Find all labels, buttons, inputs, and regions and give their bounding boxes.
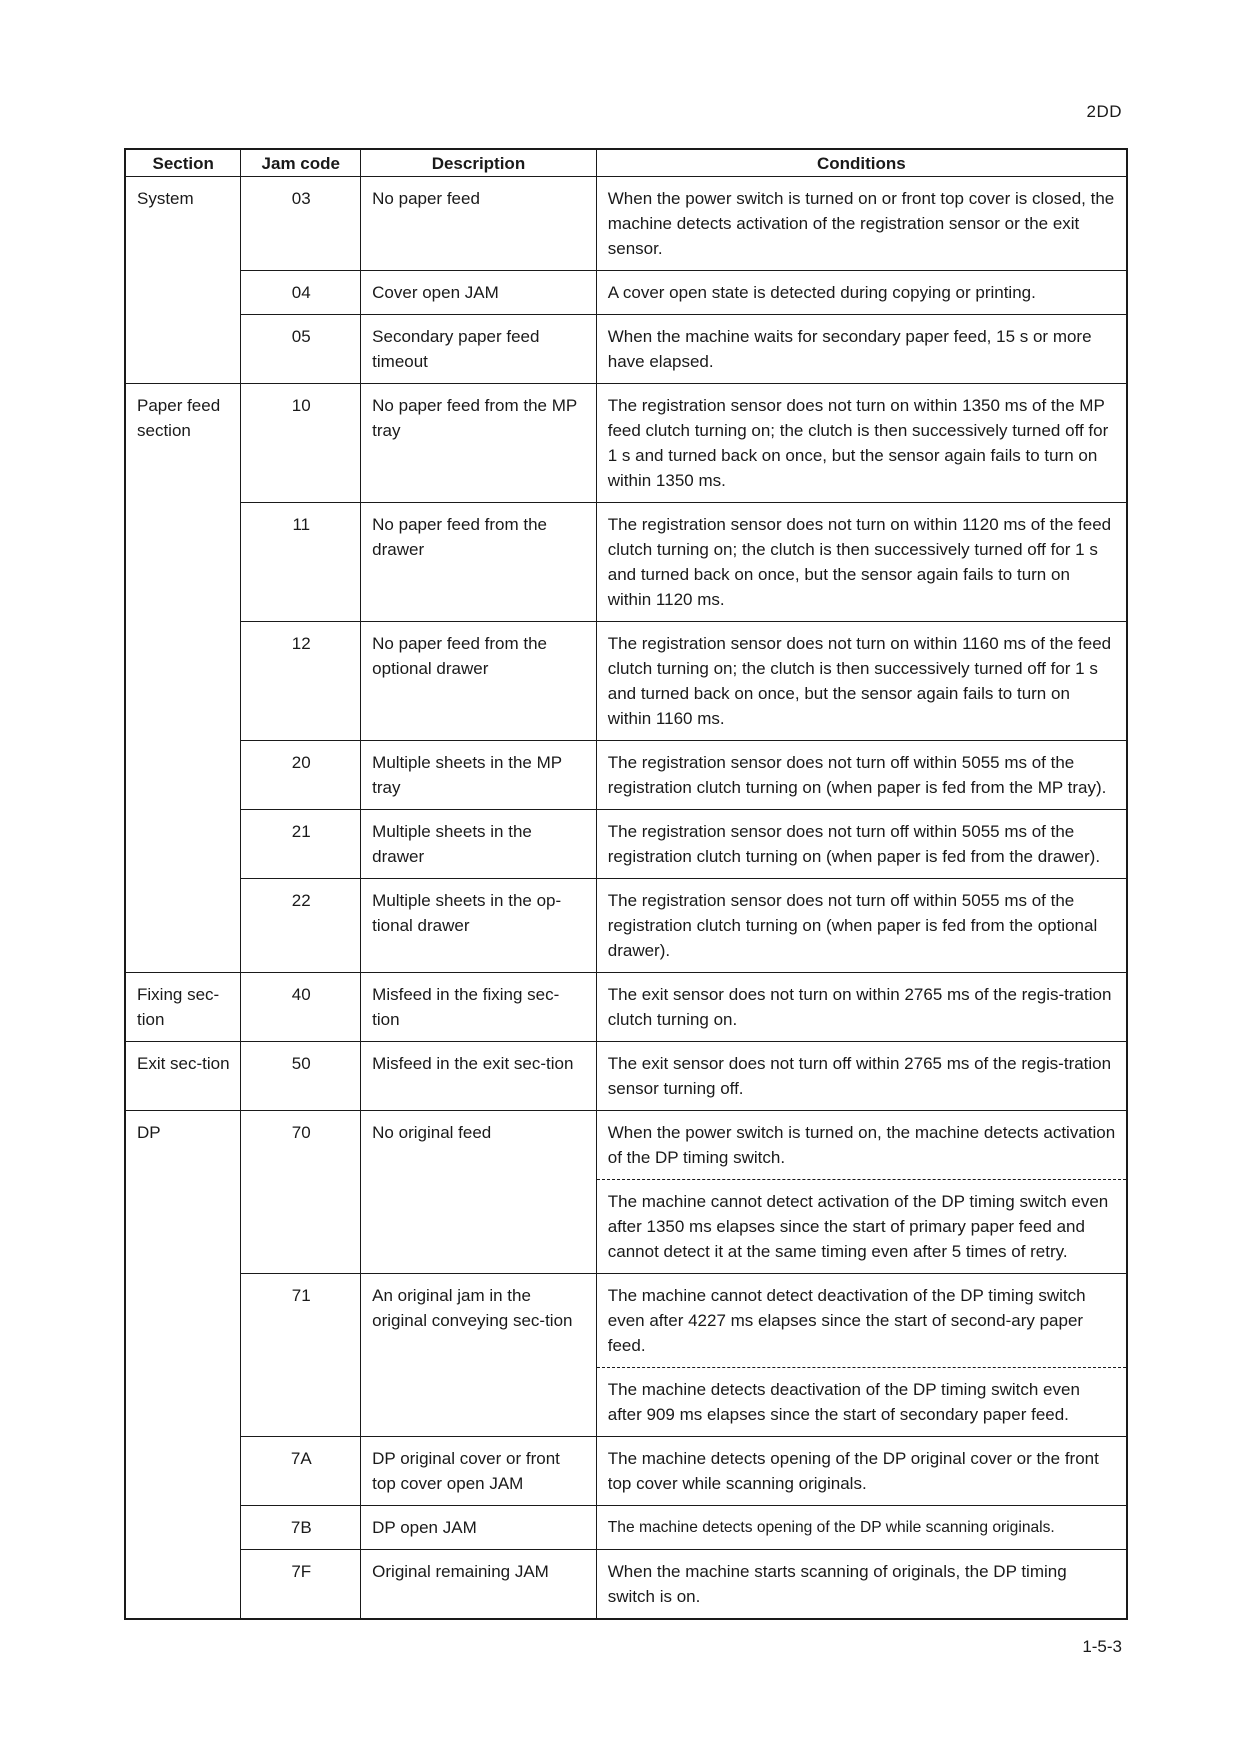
jam-code-cell: 10 — [241, 384, 361, 503]
jam-code-cell: 11 — [241, 503, 361, 622]
description-cell: An original jam in the original conveying sec-tion — [361, 1274, 597, 1437]
column-header-description: Description — [361, 149, 597, 177]
description-cell: Misfeed in the exit sec-tion — [361, 1042, 597, 1111]
table-row — [125, 879, 1127, 973]
description-cell: No paper feed from the optional drawer — [361, 622, 597, 741]
section-cell: DP — [125, 1111, 241, 1620]
table-row — [125, 1111, 1127, 1274]
jam-code-cell: 7F — [241, 1550, 361, 1620]
description-cell: No paper feed from the MP tray — [361, 384, 597, 503]
jam-code-cell: 21 — [241, 810, 361, 879]
description-cell: No original feed — [361, 1111, 597, 1274]
description-cell: DP original cover or front top cover open JAM — [361, 1437, 597, 1506]
jam-code-table — [124, 148, 1128, 1620]
conditions-cell: The exit sensor does not turn off within 2765 ms of the regis-tration sensor turning off. — [596, 1042, 1127, 1111]
column-header-section: Section — [125, 149, 241, 177]
jam-code-cell: 40 — [241, 973, 361, 1042]
table-row — [125, 1550, 1127, 1620]
conditions-cell: When the power switch is turned on or front top cover is closed, the machine detects activation of the registration sensor or the exit sensor. — [596, 177, 1127, 271]
jam-code-cell: 7B — [241, 1506, 361, 1550]
model-code: 2DD — [1086, 102, 1122, 121]
table-row — [125, 271, 1127, 315]
description-cell: Cover open JAM — [361, 271, 597, 315]
jam-code-cell: 70 — [241, 1111, 361, 1274]
conditions-cell: The registration sensor does not turn off within 5055 ms of the registration clutch turning on (when paper is fed from the optional drawer). — [596, 879, 1127, 973]
description-cell: Original remaining JAM — [361, 1550, 597, 1620]
table-row — [125, 315, 1127, 384]
column-header-jam-code: Jam code — [241, 149, 361, 177]
table-row — [125, 741, 1127, 810]
jam-code-cell: 22 — [241, 879, 361, 973]
conditions-cell: The machine detects opening of the DP original cover or the front top cover while scanning originals. — [596, 1437, 1127, 1506]
page-number: 1-5-3 — [1082, 1637, 1122, 1656]
conditions-cell — [596, 1274, 1127, 1437]
jam-code-cell: 50 — [241, 1042, 361, 1111]
table-row — [125, 810, 1127, 879]
table-row — [125, 1042, 1127, 1111]
table-row — [125, 622, 1127, 741]
table-row — [125, 1506, 1127, 1550]
section-cell: Paper feed section — [125, 384, 241, 973]
table-row — [125, 973, 1127, 1042]
description-cell: No paper feed from the drawer — [361, 503, 597, 622]
conditions-cell: The registration sensor does not turn off within 5055 ms of the registration clutch turning on (when paper is fed from the MP tray). — [596, 741, 1127, 810]
description-cell: Multiple sheets in the drawer — [361, 810, 597, 879]
table-body — [125, 177, 1127, 1620]
conditions-cell: The registration sensor does not turn on within 1350 ms of the MP feed clutch turning on; the clutch is then successively turned off for 1 s and turned back on once, but the sensor again fails to turn on within 1350 ms. — [596, 384, 1127, 503]
table-row — [125, 1437, 1127, 1506]
table-row — [125, 1274, 1127, 1437]
conditions-cell: The registration sensor does not turn off within 5055 ms of the registration clutch turning on (when paper is fed from the drawer). — [596, 810, 1127, 879]
jam-code-cell: 71 — [241, 1274, 361, 1437]
jam-code-cell: 05 — [241, 315, 361, 384]
section-cell: Fixing sec-tion — [125, 973, 241, 1042]
table-header — [125, 149, 1127, 177]
section-cell: System — [125, 177, 241, 384]
condition-part: The machine cannot detect activation of the DP timing switch even after 1350 ms elapses since the start of primary paper feed and cannot detect it at the same timing even after 5 times of retry. — [607, 1192, 1109, 1261]
description-cell: Secondary paper feed timeout — [361, 315, 597, 384]
conditions-cell: The machine detects opening of the DP while scanning originals. — [596, 1506, 1127, 1550]
description-cell: Multiple sheets in the MP tray — [361, 741, 597, 810]
conditions-cell: The registration sensor does not turn on within 1160 ms of the feed clutch turning on; the clutch is then successively turned off for 1 s and turned back on once, but the sensor again fails to turn on within 1160 ms. — [596, 622, 1127, 741]
condition-part: The machine cannot detect deactivation of the DP timing switch even after 4227 ms elapses since the start of second-ary paper feed. — [607, 1286, 1086, 1355]
conditions-cell: When the machine waits for secondary paper feed, 15 s or more have elapsed. — [596, 315, 1127, 384]
section-cell: Exit sec-tion — [125, 1042, 241, 1111]
condition-part: When the power switch is turned on, the machine detects activation of the DP timing switch. — [607, 1123, 1116, 1167]
jam-code-cell: 04 — [241, 271, 361, 315]
conditions-cell — [596, 1111, 1127, 1274]
jam-code-cell: 7A — [241, 1437, 361, 1506]
jam-code-cell: 20 — [241, 741, 361, 810]
conditions-cell: The registration sensor does not turn on within 1120 ms of the feed clutch turning on; the clutch is then successively turned off for 1 s and turned back on once, but the sensor again fails to turn on within 1120 ms. — [596, 503, 1127, 622]
table-row — [125, 384, 1127, 503]
table-row — [125, 503, 1127, 622]
description-cell: Misfeed in the fixing sec-tion — [361, 973, 597, 1042]
conditions-cell: A cover open state is detected during copying or printing. — [596, 271, 1127, 315]
jam-code-cell: 03 — [241, 177, 361, 271]
conditions-cell: When the machine starts scanning of originals, the DP timing switch is on. — [596, 1550, 1127, 1620]
description-cell: DP open JAM — [361, 1506, 597, 1550]
conditions-cell: The exit sensor does not turn on within 2765 ms of the regis-tration clutch turning on. — [596, 973, 1127, 1042]
description-cell: No paper feed — [361, 177, 597, 271]
description-cell: Multiple sheets in the op-tional drawer — [361, 879, 597, 973]
column-header-conditions: Conditions — [596, 149, 1127, 177]
table-row — [125, 177, 1127, 271]
jam-code-cell: 12 — [241, 622, 361, 741]
condition-part: The machine detects deactivation of the DP timing switch even after 909 ms elapses since the start of secondary paper feed. — [607, 1380, 1080, 1424]
